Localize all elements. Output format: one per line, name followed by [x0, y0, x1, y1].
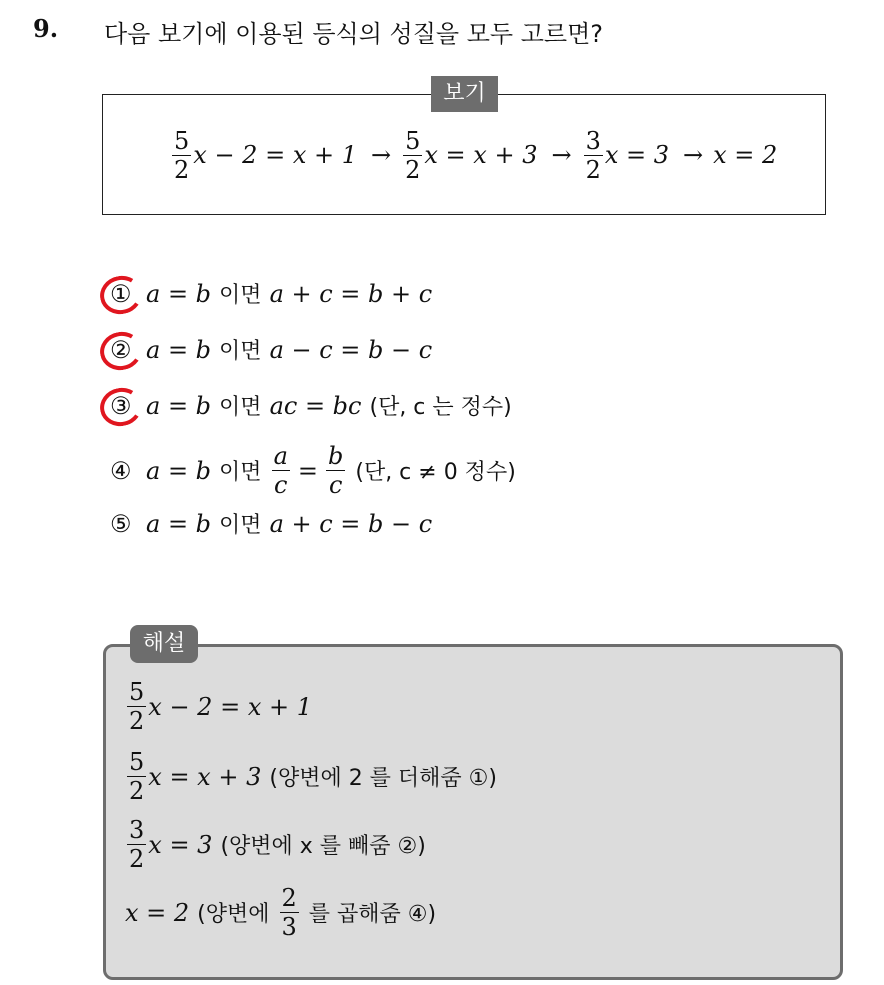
arrow-3: →	[683, 141, 704, 169]
solution-line-4-note-start: (양변에	[197, 902, 270, 927]
step2-fraction: $\frac{5}{2}$	[405, 126, 421, 184]
option-2-word: 이면	[219, 339, 262, 364]
option-1-rhs: a + c = b + c	[269, 279, 433, 308]
option-1-lhs: a = b	[146, 279, 212, 308]
solution-line-4-expression: x = 2	[125, 898, 190, 927]
option-4-note: (단, c ≠ 0 정수)	[355, 460, 516, 485]
example-equation-chain	[170, 125, 777, 185]
arrow-2: →	[551, 141, 572, 169]
option-5-word: 이면	[219, 513, 262, 538]
option-4-fraction-left: $\frac{a}{c}$	[273, 442, 288, 499]
solution-tag: 해설	[130, 625, 198, 663]
option-4-fraction-right: $\frac{b}{c}$	[327, 442, 344, 499]
solution-line-4	[125, 886, 436, 939]
option-2[interactable]	[110, 334, 432, 365]
option-3-lhs: a = b	[146, 391, 212, 420]
option-3-note: (단, c 는 정수)	[369, 395, 512, 420]
solution-line-2-expression: x = x + 3	[148, 762, 262, 791]
solution-line-4-fraction: $\frac{2}{3}$	[281, 884, 297, 941]
option-5-lhs: a = b	[146, 509, 212, 538]
option-5[interactable]	[110, 508, 432, 539]
option-3-rhs: ac = bc	[269, 391, 362, 420]
solution-line-1-fraction: $\frac{5}{2}$	[129, 678, 145, 735]
solution-line-4-note-end: 를 곱해줌 ④)	[308, 902, 437, 927]
option-3[interactable]	[110, 390, 512, 421]
option-4-mark: ④	[110, 456, 132, 485]
option-4-lhs: a = b	[146, 456, 212, 485]
step1-fraction: $\frac{5}{2}$	[174, 126, 190, 184]
option-5-mark: ⑤	[110, 509, 132, 538]
option-2-mark: ②	[110, 335, 132, 364]
solution-line-2-note: (양변에 2 를 더해줌 ①)	[269, 766, 497, 791]
step3-expression: x = 3	[604, 141, 670, 169]
arrow-1: →	[371, 141, 392, 169]
option-4[interactable]	[110, 444, 516, 497]
option-4-equals: =	[297, 456, 318, 485]
solution-line-3-expression: x = 3	[148, 830, 213, 859]
solution-line-1-expression: x − 2 = x + 1	[148, 692, 312, 721]
solution-line-2	[125, 750, 497, 803]
step3-fraction: $\frac{3}{2}$	[585, 126, 601, 184]
option-3-mark: ③	[110, 391, 132, 420]
solution-line-1	[125, 680, 312, 733]
step1-expression: x − 2 = x + 1	[193, 141, 357, 169]
question-text: 다음 보기에 이용된 등식의 성질을 모두 고르면?	[104, 20, 604, 48]
option-1[interactable]	[110, 278, 432, 309]
option-1-mark: ①	[110, 279, 132, 308]
solution-line-3	[125, 818, 426, 871]
question-number: 9.	[33, 14, 59, 43]
solution-line-3-note: (양변에 x 를 빼줌 ②)	[220, 834, 426, 859]
option-2-rhs: a − c = b − c	[269, 335, 433, 364]
solution-line-2-fraction: $\frac{5}{2}$	[129, 748, 145, 805]
step4-expression: x = 2	[713, 141, 778, 169]
option-5-rhs: a + c = b − c	[269, 509, 433, 538]
step2-expression: x = x + 3	[424, 141, 538, 169]
option-4-word: 이면	[219, 460, 262, 485]
solution-line-3-fraction: $\frac{3}{2}$	[129, 816, 145, 873]
option-3-word: 이면	[219, 395, 262, 420]
example-box-tag: 보기	[431, 76, 498, 112]
option-1-word: 이면	[219, 283, 262, 308]
option-2-lhs: a = b	[146, 335, 212, 364]
